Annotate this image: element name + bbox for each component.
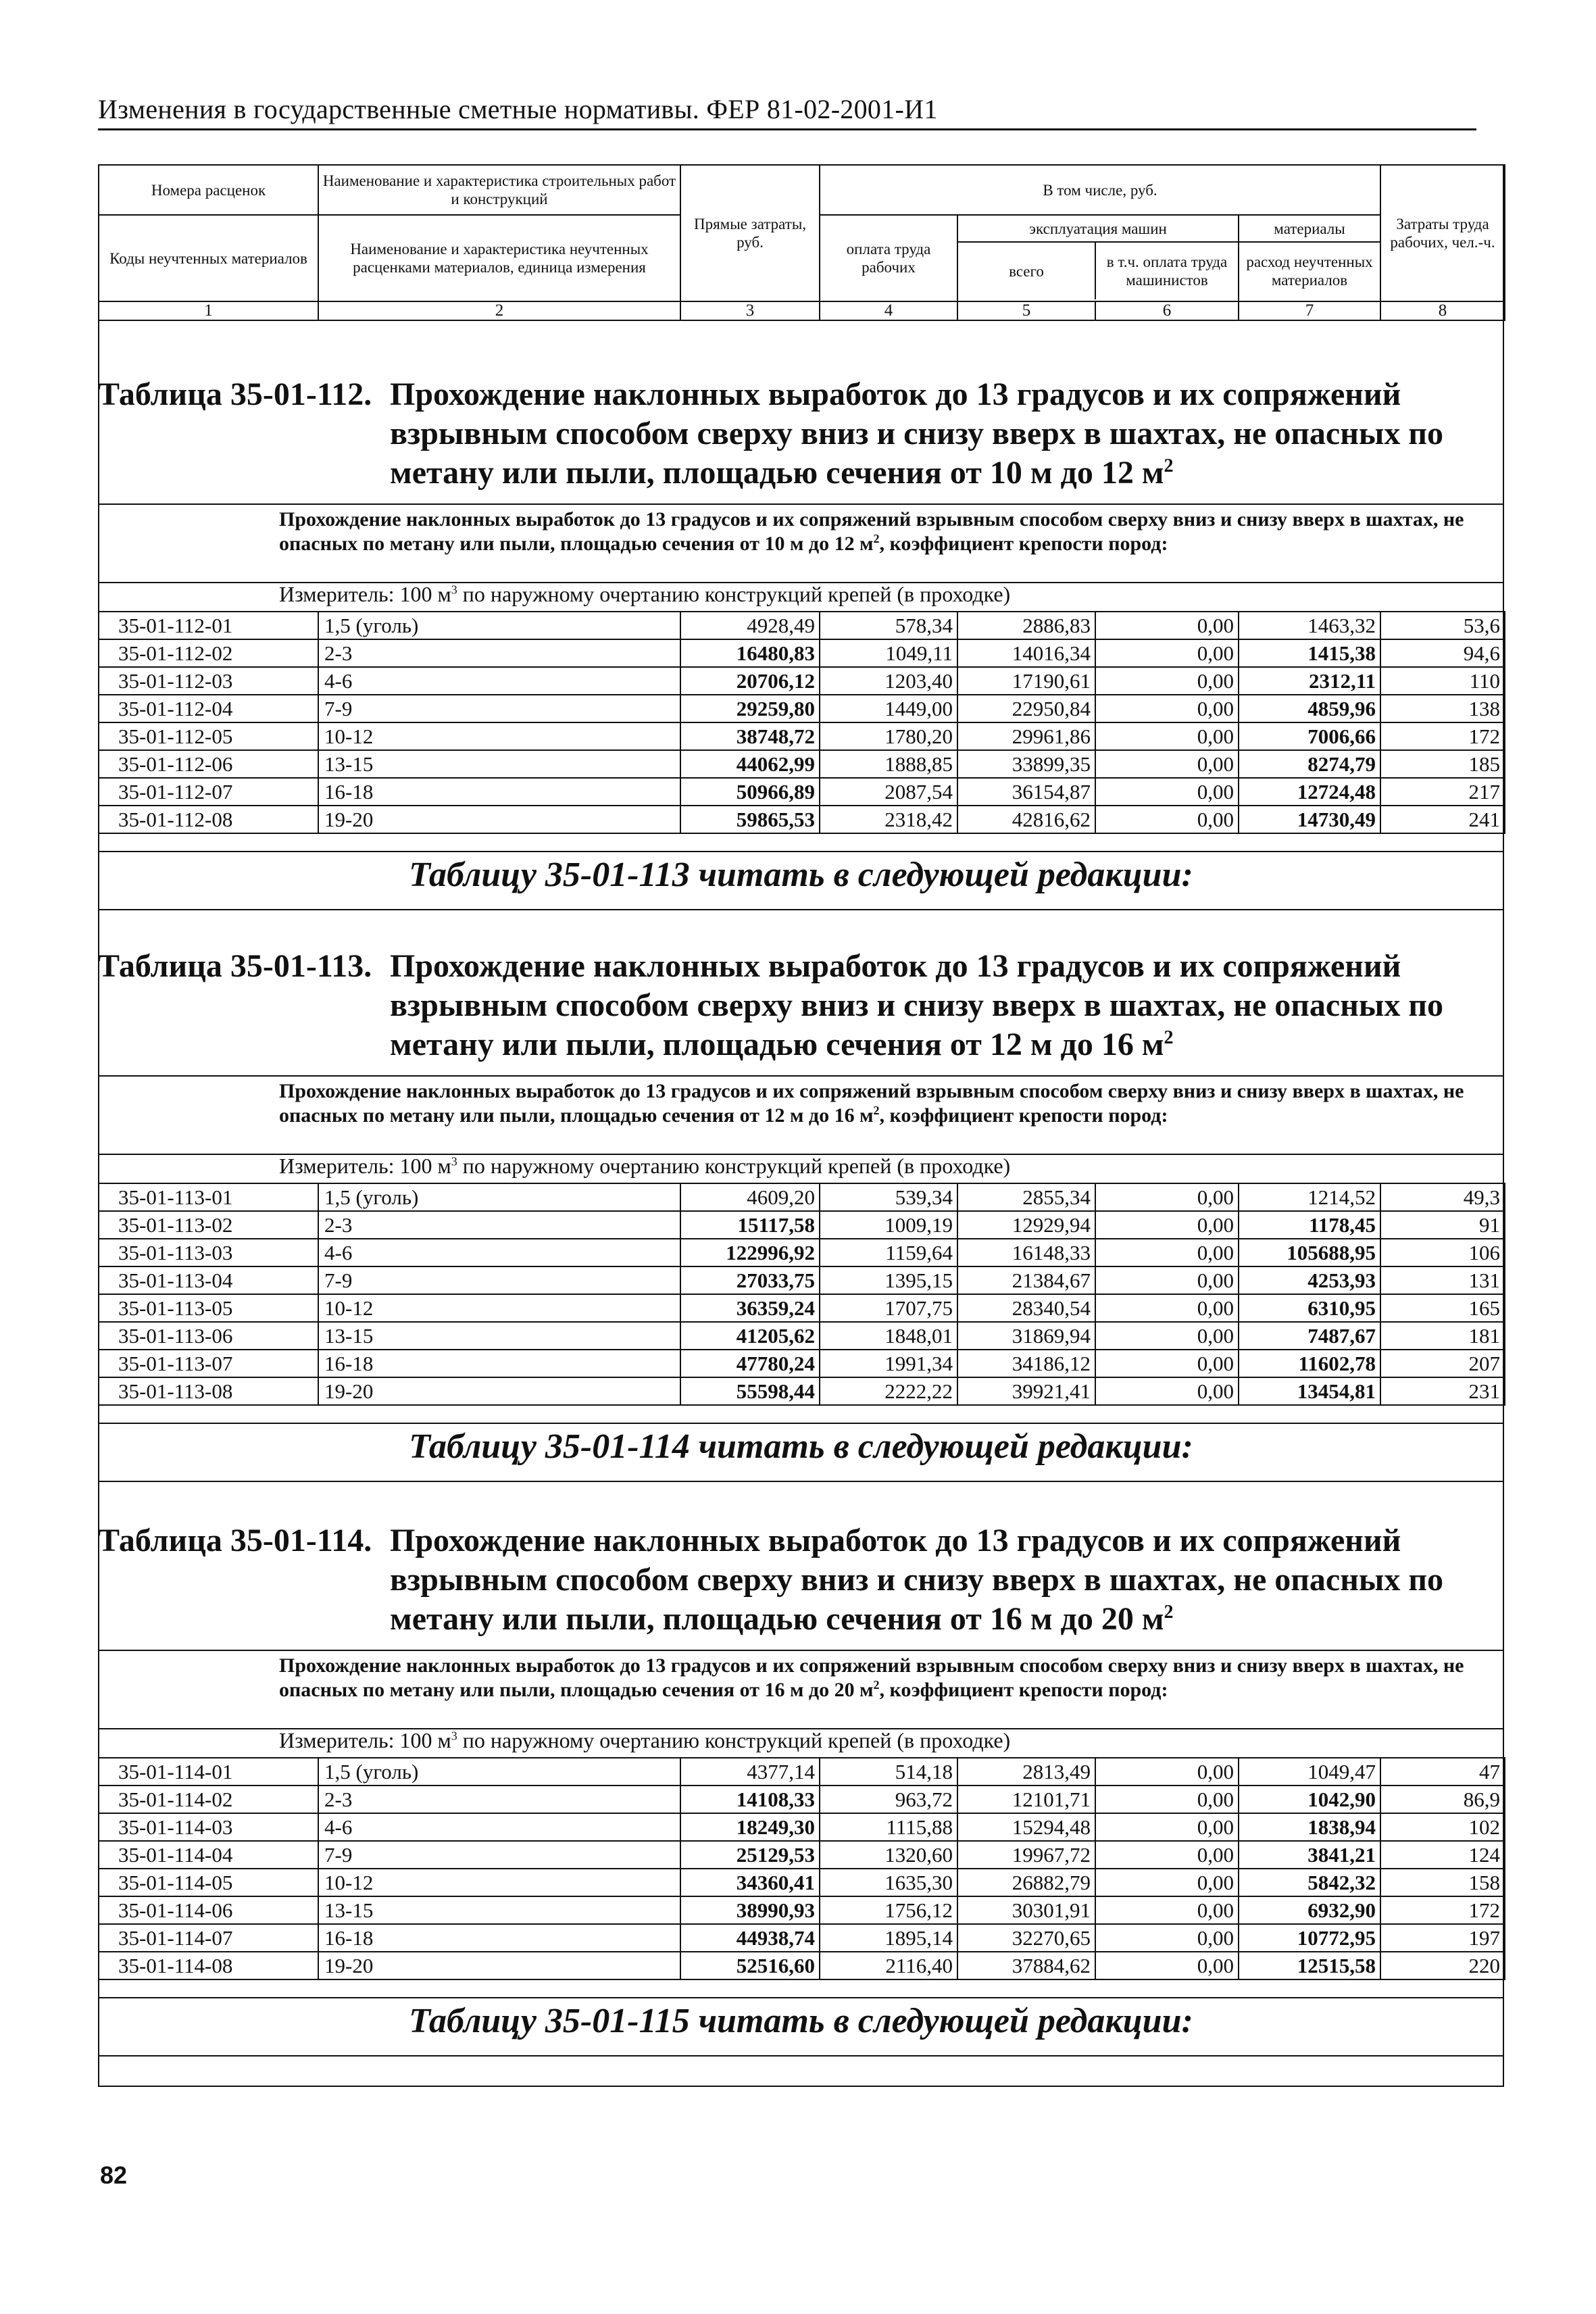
table-cell: 7-9 <box>318 1841 680 1869</box>
table-cell: 37884,62 <box>957 1952 1095 1979</box>
table-cell: 1049,47 <box>1239 1758 1380 1786</box>
table-title-text: Прохождение наклонных выработок до 13 градусов и их сопряжений взрывным способом сверху вниз и снизу вверх в шахтах, не опасных по метану или пыли, площадью сечения от 16 м до 20 $м^2$ <box>390 1523 1443 1637</box>
separator-line <box>98 2055 1504 2057</box>
header-materials: материалы <box>1239 216 1380 243</box>
table-cell: 0,00 <box>1095 1239 1239 1266</box>
table-cell: 106 <box>1380 1239 1505 1266</box>
table-cell: 0,00 <box>1095 1266 1239 1294</box>
table-cell: 47 <box>1380 1758 1505 1786</box>
table-cell: 22950,84 <box>957 695 1095 722</box>
header-name: Наименование и характеристика строительных работ и конструкций <box>318 165 680 215</box>
separator-line <box>98 1997 1504 1998</box>
table-cell: 2-3 <box>318 1786 680 1813</box>
table-cell: 1463,32 <box>1239 612 1380 639</box>
table-cell: 138 <box>1380 695 1505 722</box>
meter-line: Измеритель: 100 $м^3$ по наружному очертанию конструкций крепей (в проходке) <box>279 1728 1011 1752</box>
table-cell: 27033,75 <box>680 1266 820 1294</box>
table-cell: 4928,49 <box>680 612 820 639</box>
table-cell: 35-01-114-08 <box>99 1952 318 1979</box>
table-cell: 1415,38 <box>1239 639 1380 667</box>
table-cell: 0,00 <box>1095 1294 1239 1322</box>
table-cell: 0,00 <box>1095 667 1239 695</box>
table-title-text: Прохождение наклонных выработок до 13 градусов и их сопряжений взрывным способом сверху вниз и снизу вверх в шахтах, не опасных по метану или пыли, площадью сечения от 10 м до 12 $м^2$ <box>390 376 1443 491</box>
table-cell: 35-01-113-02 <box>99 1211 318 1239</box>
table-cell: 0,00 <box>1095 722 1239 750</box>
table-cell: 13-15 <box>318 750 680 778</box>
table-cell: 110 <box>1380 667 1505 695</box>
table-cell: 0,00 <box>1095 1813 1239 1841</box>
table-cell: 0,00 <box>1095 1841 1239 1869</box>
table-cell: 10772,95 <box>1239 1924 1380 1952</box>
rates-table <box>98 611 1505 834</box>
table-cell: 10-12 <box>318 1294 680 1322</box>
edition-note: Таблицу 35-01-114 читать в следующей редакции: <box>409 1427 1193 1466</box>
table-cell: 17190,61 <box>957 667 1095 695</box>
table-cell: 4609,20 <box>680 1183 820 1211</box>
table-cell: 2-3 <box>318 639 680 667</box>
table-cell: 1838,94 <box>1239 1813 1380 1841</box>
table-cell: 0,00 <box>1095 639 1239 667</box>
header-number-row <box>99 301 1505 320</box>
column-header-table <box>98 164 1505 321</box>
separator-line <box>98 1075 1504 1077</box>
table-cell: 13-15 <box>318 1322 680 1350</box>
table-cell: 1635,30 <box>820 1869 957 1896</box>
table-cell: 217 <box>1380 778 1505 806</box>
separator-line <box>98 909 1504 910</box>
table-row <box>99 1377 1505 1405</box>
table-cell: 19967,72 <box>957 1841 1095 1869</box>
separator-line <box>98 1481 1504 1482</box>
table-cell: 34360,41 <box>680 1869 820 1896</box>
table-cell: 20706,12 <box>680 667 820 695</box>
table-title-text: Прохождение наклонных выработок до 13 градусов и их сопряжений взрывным способом сверху вниз и снизу вверх в шахтах, не опасных по метану или пыли, площадью сечения от 12 м до 16 $м^2$ <box>390 948 1443 1062</box>
table-cell: 21384,67 <box>957 1266 1095 1294</box>
table-number: Таблица 35-01-112. <box>98 376 372 412</box>
table-row <box>99 1294 1505 1322</box>
table-cell: 14730,49 <box>1239 806 1380 833</box>
table-cell: 47780,24 <box>680 1350 820 1377</box>
table-cell: 26882,79 <box>957 1869 1095 1896</box>
table-cell: 241 <box>1380 806 1505 833</box>
table-cell: 19-20 <box>318 1952 680 1979</box>
table-cell: 16480,83 <box>680 639 820 667</box>
table-row <box>99 722 1505 750</box>
table-cell: 12929,94 <box>957 1211 1095 1239</box>
table-cell: 35-01-112-08 <box>99 806 318 833</box>
table-cell: 0,00 <box>1095 1869 1239 1896</box>
table-cell: 207 <box>1380 1350 1505 1377</box>
table-cell: 16-18 <box>318 778 680 806</box>
table-cell: 1178,45 <box>1239 1211 1380 1239</box>
table-row <box>99 1924 1505 1952</box>
table-cell: 8274,79 <box>1239 750 1380 778</box>
table-cell: 13454,81 <box>1239 1377 1380 1405</box>
table-cell: 197 <box>1380 1924 1505 1952</box>
table-cell: 35-01-113-06 <box>99 1322 318 1350</box>
table-cell: 16-18 <box>318 1924 680 1952</box>
table-cell: 7006,66 <box>1239 722 1380 750</box>
table-cell: 2-3 <box>318 1211 680 1239</box>
table-cell: 1,5 (уголь) <box>318 612 680 639</box>
table-cell: 539,34 <box>820 1183 957 1211</box>
edition-note: Таблицу 35-01-115 читать в следующей редакции: <box>409 2002 1193 2040</box>
table-cell: 0,00 <box>1095 778 1239 806</box>
table-cell: 5842,32 <box>1239 1869 1380 1896</box>
table-cell: 4-6 <box>318 1239 680 1266</box>
table-cell: 35-01-112-04 <box>99 695 318 722</box>
table-cell: 1159,64 <box>820 1239 957 1266</box>
table-cell: 31869,94 <box>957 1322 1095 1350</box>
table-cell: 39921,41 <box>957 1377 1095 1405</box>
table-row <box>99 750 1505 778</box>
column-number: 5 <box>957 301 1095 320</box>
table-cell: 36154,87 <box>957 778 1095 806</box>
table-cell: 35-01-114-06 <box>99 1896 318 1924</box>
table-row <box>99 1786 1505 1813</box>
table-cell: 7-9 <box>318 695 680 722</box>
column-number: 3 <box>680 301 820 320</box>
column-number: 6 <box>1095 301 1239 320</box>
table-cell: 10-12 <box>318 1869 680 1896</box>
table-cell: 19-20 <box>318 806 680 833</box>
table-intro: Прохождение наклонных выработок до 13 градусов и их сопряжений взрывным способом сверху вниз и снизу вверх в шахтах, не опасных по метану или пыли, площадью сечения от 12 м до 16 $м^2$, коэффициент крепости пород: <box>279 1080 1464 1127</box>
table-cell: 35-01-114-03 <box>99 1813 318 1841</box>
table-cell: 220 <box>1380 1952 1505 1979</box>
table-cell: 30301,91 <box>957 1896 1095 1924</box>
table-row <box>99 1841 1505 1869</box>
table-number: Таблица 35-01-113. <box>98 948 372 984</box>
table-cell: 514,18 <box>820 1758 957 1786</box>
table-cell: 2222,22 <box>820 1377 957 1405</box>
table-cell: 1115,88 <box>820 1813 957 1841</box>
table-row <box>99 639 1505 667</box>
table-cell: 35-01-112-05 <box>99 722 318 750</box>
table-cell: 15117,58 <box>680 1211 820 1239</box>
table-row <box>99 806 1505 833</box>
table-cell: 35-01-113-04 <box>99 1266 318 1294</box>
table-cell: 2312,11 <box>1239 667 1380 695</box>
table-cell: 11602,78 <box>1239 1350 1380 1377</box>
table-cell: 35-01-114-07 <box>99 1924 318 1952</box>
table-cell: 2855,34 <box>957 1183 1095 1211</box>
rates-table <box>98 1757 1505 1980</box>
table-cell: 35-01-114-02 <box>99 1786 318 1813</box>
table-cell: 122996,92 <box>680 1239 820 1266</box>
table-cell: 35-01-112-06 <box>99 750 318 778</box>
table-cell: 35-01-112-07 <box>99 778 318 806</box>
table-cell: 1756,12 <box>820 1896 957 1924</box>
table-cell: 13-15 <box>318 1896 680 1924</box>
separator-line <box>98 503 1504 505</box>
table-row <box>99 695 1505 722</box>
table-cell: 38748,72 <box>680 722 820 750</box>
table-cell: 19-20 <box>318 1377 680 1405</box>
table-cell: 44938,74 <box>680 1924 820 1952</box>
table-cell: 963,72 <box>820 1786 957 1813</box>
table-cell: 0,00 <box>1095 1896 1239 1924</box>
table-row <box>99 1211 1505 1239</box>
table-cell: 12515,58 <box>1239 1952 1380 1979</box>
table-cell: 50966,89 <box>680 778 820 806</box>
table-cell: 52516,60 <box>680 1952 820 1979</box>
table-row <box>99 1896 1505 1924</box>
table-cell: 4-6 <box>318 1813 680 1841</box>
table-row <box>99 778 1505 806</box>
table-row <box>99 1758 1505 1786</box>
table-cell: 7-9 <box>318 1266 680 1294</box>
table-cell: 0,00 <box>1095 1786 1239 1813</box>
table-cell: 4-6 <box>318 667 680 695</box>
table-cell: 28340,54 <box>957 1294 1095 1322</box>
table-cell: 35-01-113-07 <box>99 1350 318 1377</box>
table-cell: 172 <box>1380 1896 1505 1924</box>
table-cell: 1320,60 <box>820 1841 957 1869</box>
table-row <box>99 1350 1505 1377</box>
table-cell: 0,00 <box>1095 1183 1239 1211</box>
header-labor: Затраты труда рабочих, чел.-ч. <box>1380 165 1505 301</box>
table-cell: 1009,19 <box>820 1211 957 1239</box>
table-cell: 35-01-112-03 <box>99 667 318 695</box>
table-cell: 42816,62 <box>957 806 1095 833</box>
table-cell: 12724,48 <box>1239 778 1380 806</box>
table-cell: 131 <box>1380 1266 1505 1294</box>
table-cell: 2886,83 <box>957 612 1095 639</box>
meter-line: Измеритель: 100 $м^3$ по наружному очертанию конструкций крепей (в проходке) <box>279 1154 1011 1178</box>
table-cell: 29961,86 <box>957 722 1095 750</box>
table-row <box>99 1183 1505 1211</box>
table-cell: 1042,90 <box>1239 1786 1380 1813</box>
table-cell: 6310,95 <box>1239 1294 1380 1322</box>
column-number: 7 <box>1239 301 1380 320</box>
table-cell: 7487,67 <box>1239 1322 1380 1350</box>
table-cell: 59865,53 <box>680 806 820 833</box>
table-cell: 0,00 <box>1095 1350 1239 1377</box>
table-cell: 38990,93 <box>680 1896 820 1924</box>
table-cell: 4859,96 <box>1239 695 1380 722</box>
table-row <box>99 1869 1505 1896</box>
table-cell: 2813,49 <box>957 1758 1095 1786</box>
table-cell: 41205,62 <box>680 1322 820 1350</box>
table-cell: 2087,54 <box>820 778 957 806</box>
table-cell: 14108,33 <box>680 1786 820 1813</box>
table-cell: 158 <box>1380 1869 1505 1896</box>
column-number: 8 <box>1380 301 1505 320</box>
table-cell: 86,9 <box>1380 1786 1505 1813</box>
table-row <box>99 1266 1505 1294</box>
page-number: 82 <box>100 2161 128 2189</box>
separator-line <box>98 1423 1504 1424</box>
table-cell: 35-01-114-01 <box>99 1758 318 1786</box>
meter-line: Измеритель: 100 $м^3$ по наружному очертанию конструкций крепей (в проходке) <box>279 582 1011 606</box>
table-cell: 16148,33 <box>957 1239 1095 1266</box>
column-number: 4 <box>820 301 957 320</box>
table-cell: 0,00 <box>1095 1377 1239 1405</box>
table-cell: 16-18 <box>318 1350 680 1377</box>
separator-line <box>98 1650 1504 1651</box>
header-direct-costs: Прямые затраты, руб. <box>680 165 820 301</box>
table-cell: 35-01-113-08 <box>99 1377 318 1405</box>
table-cell: 0,00 <box>1095 612 1239 639</box>
table-cell: 172 <box>1380 722 1505 750</box>
table-cell: 35-01-112-01 <box>99 612 318 639</box>
table-cell: 0,00 <box>1095 1952 1239 1979</box>
table-row <box>99 1813 1505 1841</box>
table-cell: 6932,90 <box>1239 1896 1380 1924</box>
separator-line <box>98 851 1504 852</box>
table-cell: 1395,15 <box>820 1266 957 1294</box>
table-cell: 44062,99 <box>680 750 820 778</box>
table-cell: 1214,52 <box>1239 1183 1380 1211</box>
edition-note: Таблицу 35-01-113 читать в следующей редакции: <box>409 856 1193 894</box>
table-cell: 0,00 <box>1095 695 1239 722</box>
table-cell: 33899,35 <box>957 750 1095 778</box>
table-row <box>99 667 1505 695</box>
table-cell: 105688,95 <box>1239 1239 1380 1266</box>
column-number: 2 <box>318 301 680 320</box>
header-rule <box>98 128 1476 130</box>
table-cell: 578,34 <box>820 612 957 639</box>
table-cell: 53,6 <box>1380 612 1505 639</box>
header-name-materials: Наименование и характеристика неучтенных расценками материалов, единица измерения <box>318 215 680 301</box>
header-consumption: расход неучтенных материалов <box>1246 253 1373 289</box>
table-cell: 0,00 <box>1095 1322 1239 1350</box>
table-cell: 25129,53 <box>680 1841 820 1869</box>
table-row <box>99 1239 1505 1266</box>
table-cell: 29259,80 <box>680 695 820 722</box>
table-cell: 4253,93 <box>1239 1266 1380 1294</box>
table-number: Таблица 35-01-114. <box>98 1523 372 1558</box>
table-cell: 1449,00 <box>820 695 957 722</box>
table-cell: 2318,42 <box>820 806 957 833</box>
table-cell: 1780,20 <box>820 722 957 750</box>
table-row <box>99 1952 1505 1979</box>
table-cell: 32270,65 <box>957 1924 1095 1952</box>
table-cell: 36359,24 <box>680 1294 820 1322</box>
table-cell: 94,6 <box>1380 639 1505 667</box>
header-machines: эксплуатация машин <box>958 216 1238 243</box>
rates-table <box>98 1183 1505 1406</box>
table-cell: 14016,34 <box>957 639 1095 667</box>
table-cell: 0,00 <box>1095 750 1239 778</box>
table-cell: 91 <box>1380 1211 1505 1239</box>
column-number: 1 <box>99 301 318 320</box>
table-cell: 0,00 <box>1095 1924 1239 1952</box>
header-number: Номера расценок <box>99 165 318 215</box>
table-cell: 3841,21 <box>1239 1841 1380 1869</box>
table-row <box>99 1322 1505 1350</box>
header-incl-wage: в т.ч. оплата труда машинистов <box>1106 253 1228 289</box>
table-intro: Прохождение наклонных выработок до 13 градусов и их сопряжений взрывным способом сверху вниз и снизу вверх в шахтах, не опасных по метану или пыли, площадью сечения от 16 м до 20 $м^2$, коэффициент крепости пород: <box>279 1654 1464 1701</box>
table-cell: 1203,40 <box>820 667 957 695</box>
table-cell: 1888,85 <box>820 750 957 778</box>
table-cell: 1895,14 <box>820 1924 957 1952</box>
table-cell: 0,00 <box>1095 1758 1239 1786</box>
table-cell: 231 <box>1380 1377 1505 1405</box>
table-cell: 35-01-112-02 <box>99 639 318 667</box>
table-cell: 0,00 <box>1095 806 1239 833</box>
header-including: В том числе, руб. <box>820 165 1380 215</box>
table-cell: 1848,01 <box>820 1322 957 1350</box>
header-codes: Коды неучтенных материалов <box>99 215 318 301</box>
table-cell: 10-12 <box>318 722 680 750</box>
table-cell: 34186,12 <box>957 1350 1095 1377</box>
header-wage: оплата труда рабочих <box>846 241 931 276</box>
table-cell: 1991,34 <box>820 1350 957 1377</box>
table-cell: 124 <box>1380 1841 1505 1869</box>
table-cell: 18249,30 <box>680 1813 820 1841</box>
table-cell: 15294,48 <box>957 1813 1095 1841</box>
table-cell: 1,5 (уголь) <box>318 1183 680 1211</box>
table-cell: 102 <box>1380 1813 1505 1841</box>
table-cell: 0,00 <box>1095 1211 1239 1239</box>
table-cell: 35-01-113-03 <box>99 1239 318 1266</box>
header-total: всего <box>958 243 1096 299</box>
table-cell: 181 <box>1380 1322 1505 1350</box>
table-row <box>99 612 1505 639</box>
table-cell: 12101,71 <box>957 1786 1095 1813</box>
table-cell: 1049,11 <box>820 639 957 667</box>
table-cell: 1,5 (уголь) <box>318 1758 680 1786</box>
table-cell: 1707,75 <box>820 1294 957 1322</box>
table-cell: 185 <box>1380 750 1505 778</box>
table-cell: 35-01-113-01 <box>99 1183 318 1211</box>
table-cell: 4377,14 <box>680 1758 820 1786</box>
table-cell: 35-01-114-05 <box>99 1869 318 1896</box>
table-intro: Прохождение наклонных выработок до 13 градусов и их сопряжений взрывным способом сверху вниз и снизу вверх в шахтах, не опасных по метану или пыли, площадью сечения от 10 м до 12 $м^2$, коэффициент крепости пород: <box>279 508 1464 555</box>
table-cell: 55598,44 <box>680 1377 820 1405</box>
table-cell: 35-01-114-04 <box>99 1841 318 1869</box>
table-cell: 49,3 <box>1380 1183 1505 1211</box>
table-cell: 2116,40 <box>820 1952 957 1979</box>
table-cell: 165 <box>1380 1294 1505 1322</box>
document-header: Изменения в государственные сметные нормативы. ФЕР 81-02-2001-И1 <box>98 94 938 124</box>
table-cell: 35-01-113-05 <box>99 1294 318 1322</box>
